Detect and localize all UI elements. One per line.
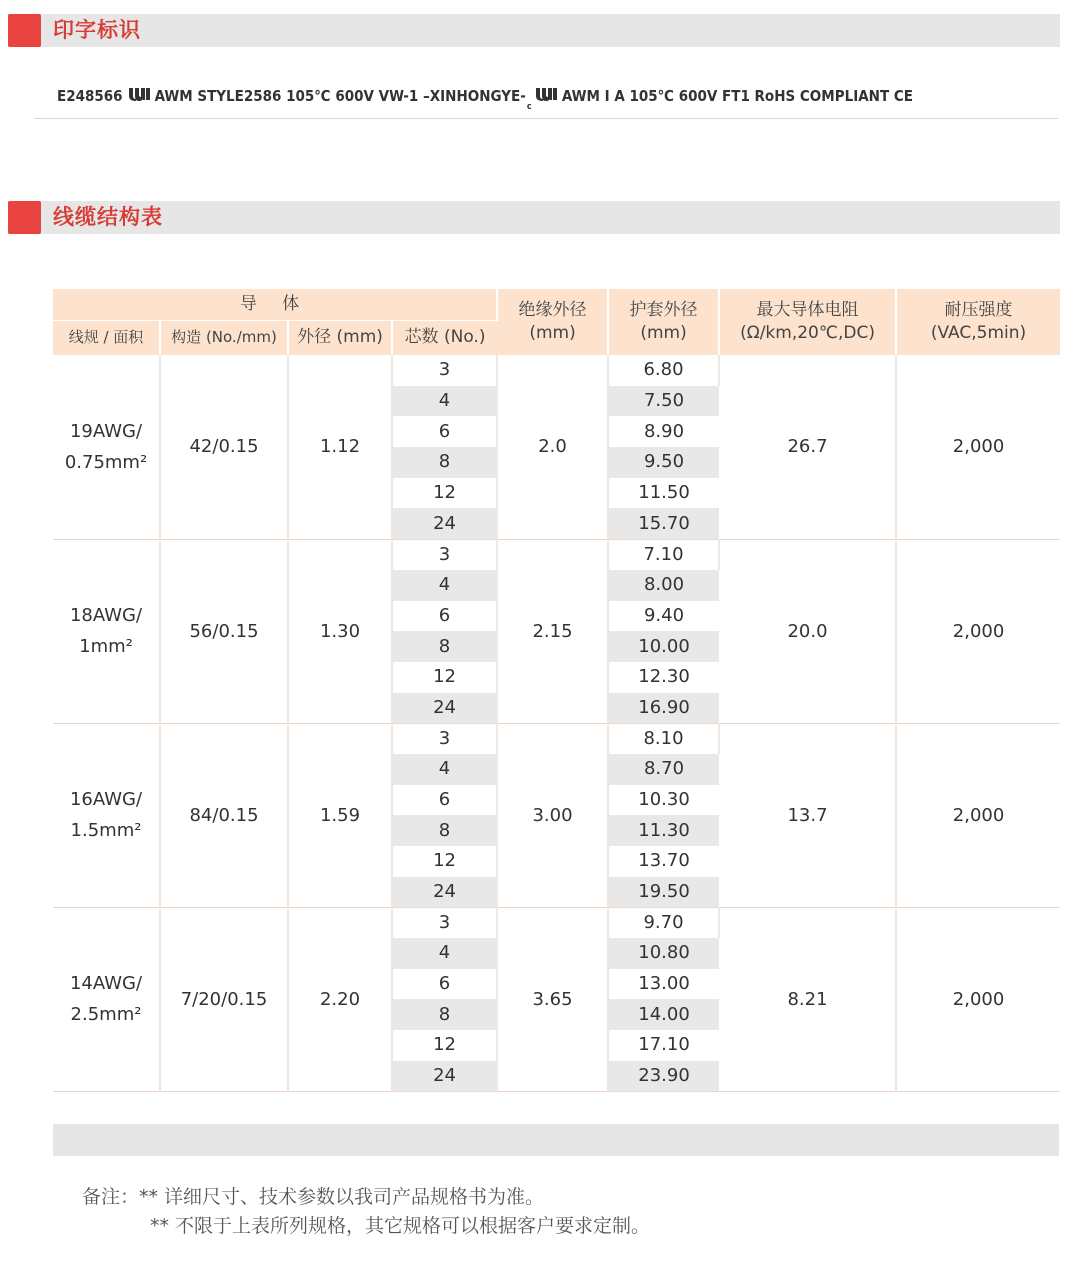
cell-insulation-od: 2.0 xyxy=(497,355,608,539)
cell-cores: 3 xyxy=(392,723,497,754)
cell-insulation-od: 3.65 xyxy=(497,907,608,1091)
cell-resistance: 13.7 xyxy=(719,723,896,907)
cable-marking-text xyxy=(57,84,1057,112)
cell-gauge xyxy=(53,907,160,1091)
cell-cores: 12 xyxy=(392,478,497,509)
section-marker xyxy=(8,14,41,47)
cell-insulation-od: 2.15 xyxy=(497,539,608,723)
table-row xyxy=(53,355,1060,386)
cell-jacket-od: 6.80 xyxy=(608,355,719,386)
ul-mark-svg xyxy=(127,86,151,102)
cell-conductor-od: 1.59 xyxy=(288,723,392,907)
cell-cores: 6 xyxy=(392,785,497,816)
cell-jacket-od: 19.50 xyxy=(608,877,719,908)
cell-jacket-od: 23.90 xyxy=(608,1061,719,1092)
cell-cores: 3 xyxy=(392,355,497,386)
section-title-marking: 印字标识 xyxy=(53,18,141,42)
cell-cores: 24 xyxy=(392,877,497,908)
cell-jacket-od: 9.40 xyxy=(643,604,685,626)
cell-conductor-od: 1.30 xyxy=(288,539,392,723)
cell-gauge-line2: 1.5mm² xyxy=(70,820,142,842)
cell-jacket-od: 7.50 xyxy=(608,386,719,417)
header-jacket-od-line1: 护套外径 xyxy=(629,300,698,320)
header-insulation-od xyxy=(497,289,608,355)
cell-cores: 12 xyxy=(392,1030,497,1061)
cell-cores: 24 xyxy=(392,508,497,539)
cul-logo-icon xyxy=(526,86,558,112)
cell-cores: 3 xyxy=(392,907,497,938)
header-conductor-od: 外径 (mm) xyxy=(288,320,392,355)
header-gauge: 线规 / 面积 xyxy=(53,320,160,355)
cell-jacket-od: 11.30 xyxy=(608,815,719,846)
cell-cores: 8 xyxy=(392,999,497,1030)
header-voltage-line2: (VAC,5min) xyxy=(930,323,1027,343)
header-insulation-od-line2: (mm) xyxy=(529,323,576,343)
cell-jacket-od: 13.00 xyxy=(638,973,690,995)
cell-cores: 6 xyxy=(392,416,497,447)
cell-gauge xyxy=(53,539,160,723)
cell-jacket-od: 7.10 xyxy=(608,539,719,570)
cell-conductor-od: 2.20 xyxy=(288,907,392,1091)
cell-gauge-line1: 18AWG/ xyxy=(69,605,143,627)
cell-jacket-od: 9.70 xyxy=(608,907,719,938)
table-row xyxy=(53,907,1060,938)
cell-jacket-od: 8.90 xyxy=(643,420,685,442)
note-line-2: ** 不限于上表所列规格，其它规格可以根据客户要求定制。 xyxy=(150,1215,651,1237)
cell-gauge-line1: 14AWG/ xyxy=(69,973,143,995)
section-header-structure xyxy=(8,201,1060,234)
header-resistance xyxy=(719,289,896,355)
cell-jacket-od: 9.50 xyxy=(608,447,719,478)
cell-cores: 24 xyxy=(392,693,497,724)
cell-gauge-line1: 19AWG/ xyxy=(69,420,143,442)
cable-structure-table xyxy=(53,289,1060,1092)
table-row xyxy=(53,539,1060,570)
footer-bar xyxy=(53,1124,1059,1156)
cell-jacket-od: 8.70 xyxy=(608,754,719,785)
header-insulation-od-line1: 绝缘外径 xyxy=(518,300,587,320)
cell-jacket-od: 11.50 xyxy=(638,482,690,504)
cell-gauge xyxy=(53,723,160,907)
cell-jacket-od: 8.10 xyxy=(608,723,719,754)
divider xyxy=(34,118,1058,119)
cell-gauge-line2: 0.75mm² xyxy=(64,451,148,473)
header-voltage xyxy=(896,289,1060,355)
cell-cores: 4 xyxy=(392,938,497,969)
cell-gauge-line2: 1mm² xyxy=(79,636,133,658)
cell-voltage: 2,000 xyxy=(896,539,1060,723)
cell-gauge-line1: 16AWG/ xyxy=(69,789,143,811)
cell-jacket-od: 13.70 xyxy=(638,850,690,872)
marking-compliance-text: AWM I A 105℃ 600V FT1 RoHS COMPLIANT CE xyxy=(561,87,913,105)
ul-logo-icon xyxy=(127,86,151,106)
cell-cores: 8 xyxy=(392,815,497,846)
cell-cores: 4 xyxy=(392,570,497,601)
cell-cores: 8 xyxy=(392,447,497,478)
cell-jacket-od: 17.10 xyxy=(638,1034,690,1056)
cell-cores: 8 xyxy=(392,631,497,662)
cell-resistance: 8.21 xyxy=(719,907,896,1091)
cell-cores: 12 xyxy=(392,662,497,693)
header-resistance-line2: (Ω/km,20℃,DC) xyxy=(740,323,875,343)
cell-construction: 56/0.15 xyxy=(160,539,288,723)
header-voltage-line1: 耐压强度 xyxy=(944,300,1013,320)
cell-cores: 4 xyxy=(392,386,497,417)
cell-cores: 6 xyxy=(392,601,497,632)
header-conductor-group: 导 体 xyxy=(53,289,497,320)
cell-construction: 7/20/0.15 xyxy=(160,907,288,1091)
section-title-structure: 线缆结构表 xyxy=(53,205,163,229)
cell-resistance: 26.7 xyxy=(719,355,896,539)
cell-construction: 42/0.15 xyxy=(160,355,288,539)
cell-gauge xyxy=(53,355,160,539)
cell-cores: 6 xyxy=(392,969,497,1000)
header-construction: 构造 (No./mm) xyxy=(160,320,288,355)
cell-cores: 24 xyxy=(392,1061,497,1092)
marking-style-text: AWM STYLE2586 105℃ 600V VW-1 –XINHONGYE- xyxy=(154,87,526,105)
cell-jacket-od: 12.30 xyxy=(638,666,690,688)
cell-gauge-line2: 2.5mm² xyxy=(70,1004,142,1026)
cell-cores: 12 xyxy=(392,846,497,877)
cul-mark-svg xyxy=(534,86,558,102)
cell-conductor-od: 1.12 xyxy=(288,355,392,539)
cell-jacket-od: 14.00 xyxy=(608,999,719,1030)
cell-cores: 3 xyxy=(392,539,497,570)
cell-jacket-od: 16.90 xyxy=(608,693,719,724)
cell-construction: 84/0.15 xyxy=(160,723,288,907)
cul-c-prefix: c xyxy=(526,102,532,112)
cell-resistance: 20.0 xyxy=(719,539,896,723)
header-resistance-line1: 最大导体电阻 xyxy=(756,300,859,320)
note-line-1: 备注：** 详细尺寸、技术参数以我司产品规格书为准。 xyxy=(82,1186,545,1208)
cell-cores: 4 xyxy=(392,754,497,785)
cell-jacket-od: 10.30 xyxy=(638,788,690,810)
header-cores: 芯数 (No.) xyxy=(392,320,497,355)
header-jacket-od xyxy=(608,289,719,355)
table-row xyxy=(53,723,1060,754)
cell-jacket-od: 10.00 xyxy=(608,631,719,662)
section-header-marking xyxy=(8,14,1060,47)
cell-jacket-od: 10.80 xyxy=(608,938,719,969)
cell-voltage: 2,000 xyxy=(896,723,1060,907)
cell-insulation-od: 3.00 xyxy=(497,723,608,907)
header-jacket-od-line2: (mm) xyxy=(640,323,687,343)
cell-voltage: 2,000 xyxy=(896,907,1060,1091)
marking-file-number: E248566 xyxy=(57,87,123,105)
cell-jacket-od: 15.70 xyxy=(608,508,719,539)
table-body xyxy=(53,355,1060,1092)
cell-jacket-od: 8.00 xyxy=(608,570,719,601)
cell-voltage: 2,000 xyxy=(896,355,1060,539)
section-marker xyxy=(8,201,41,234)
